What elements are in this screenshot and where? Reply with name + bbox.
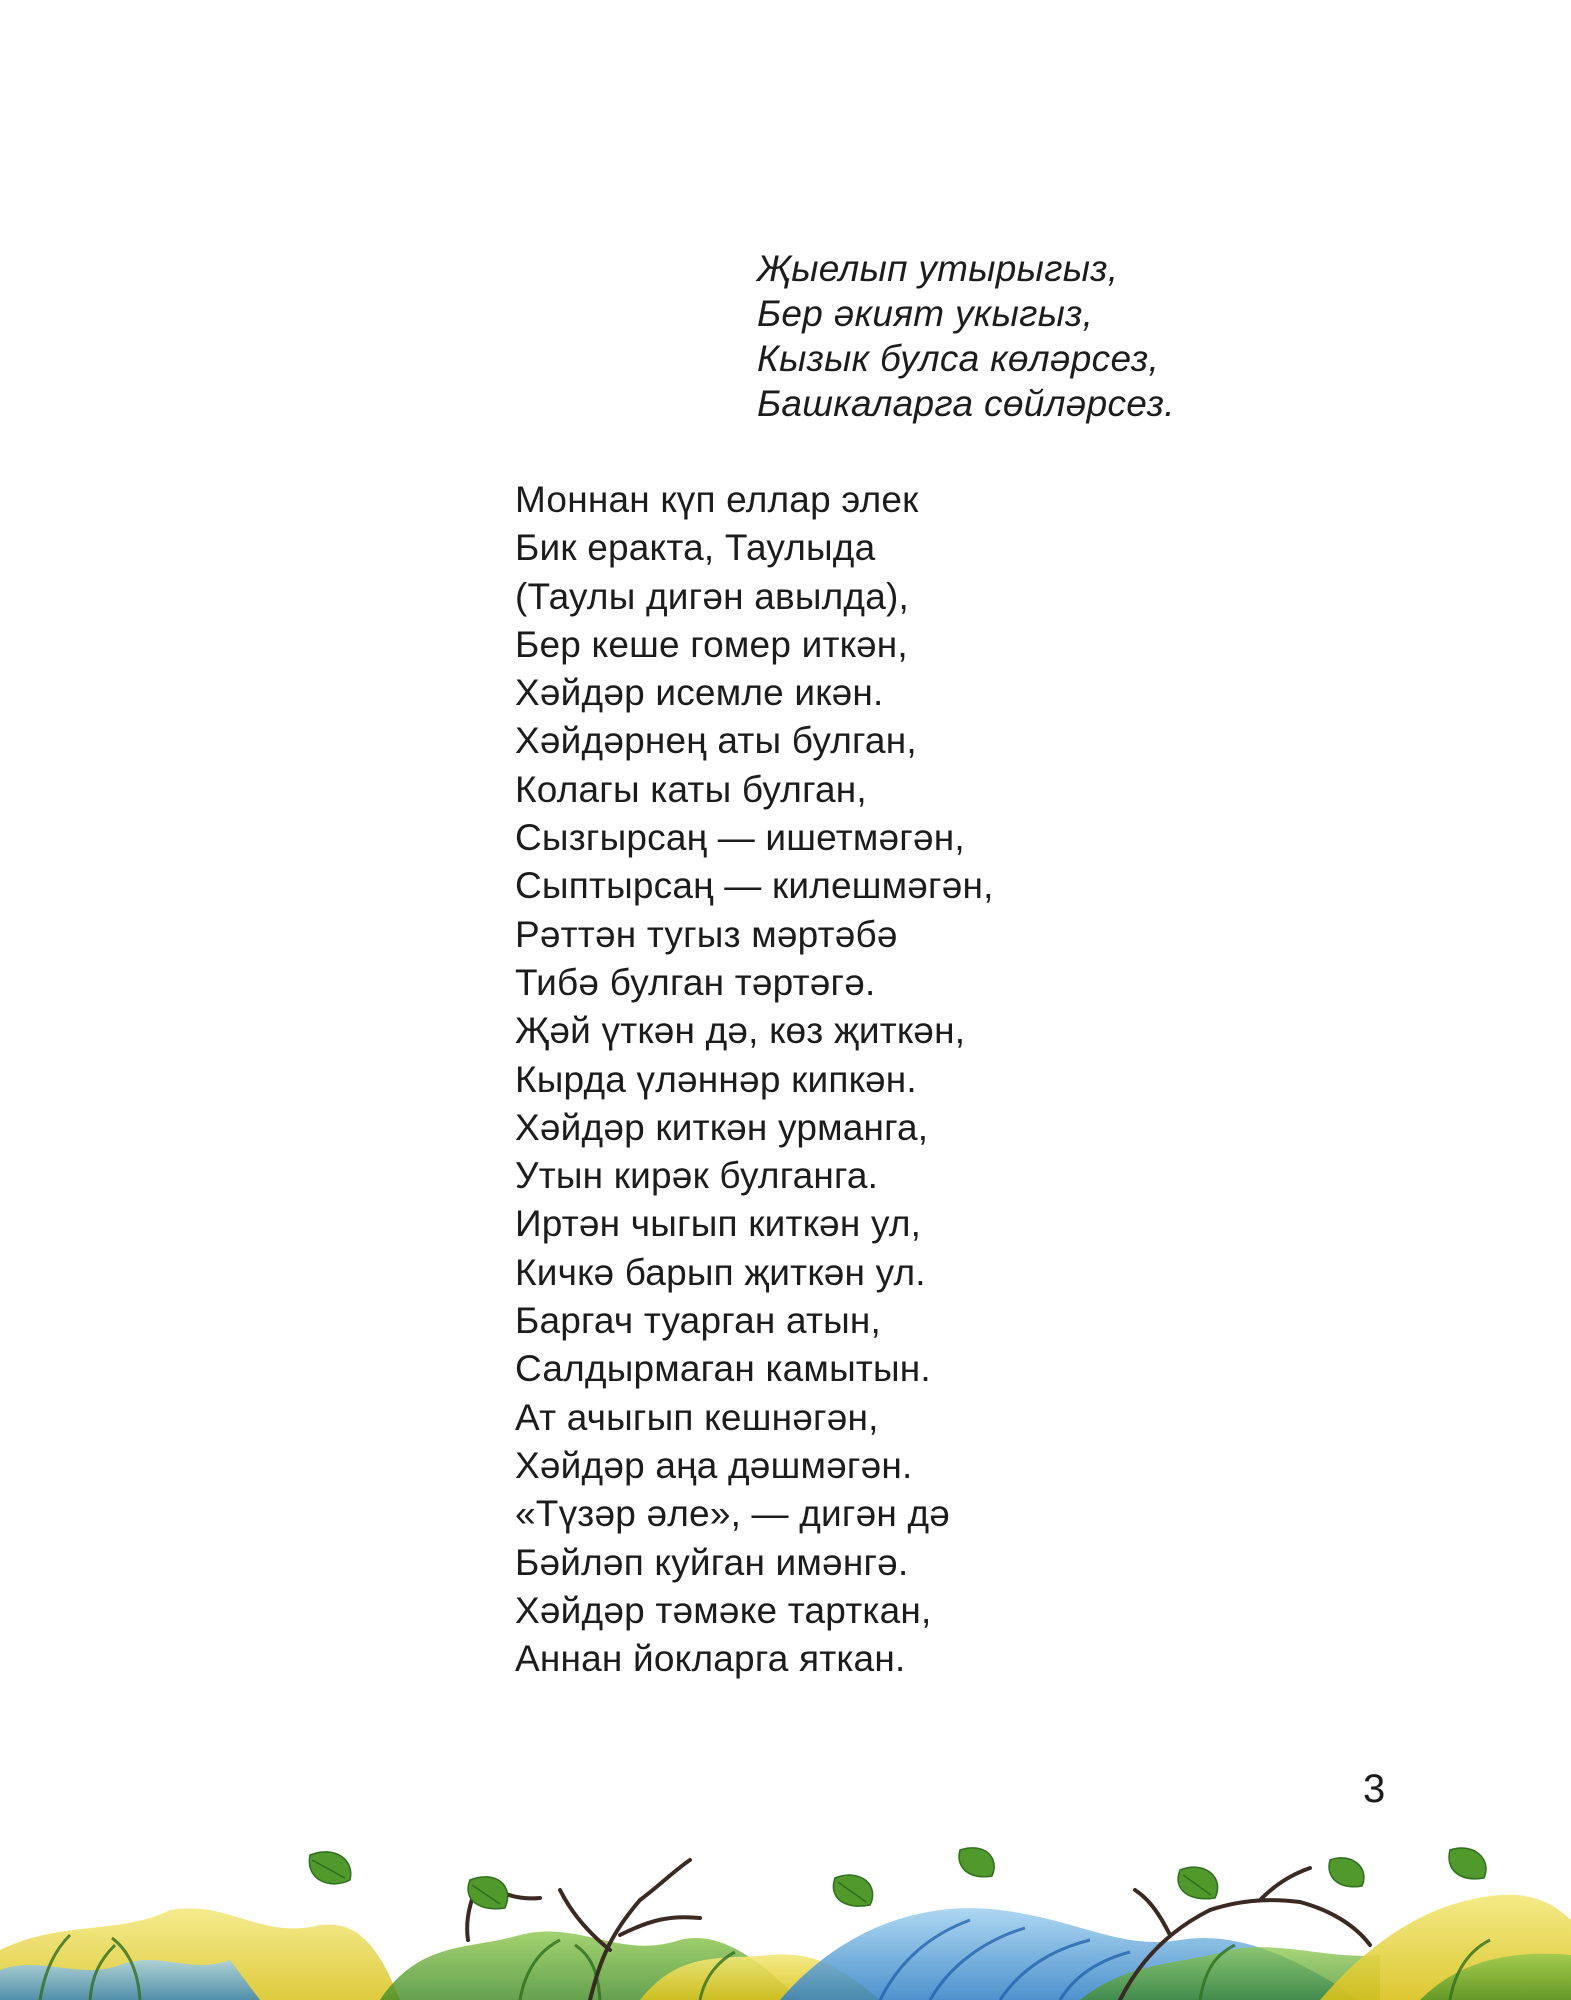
poem-line: Моннан күп еллар элек xyxy=(515,479,919,520)
poem-line: Ат ачыгып кешнәгән, xyxy=(515,1396,879,1438)
poem-line: Тибә булган тәртәгә. xyxy=(515,961,876,1003)
page-number: 3 xyxy=(1363,1767,1386,1811)
poem-line: «Түзәр әле», — дигән дә xyxy=(515,1493,951,1535)
poem-line: Аннан йокларга яткан. xyxy=(515,1638,906,1680)
epigraph-line: Бер әкият укыгыз, xyxy=(757,293,1094,334)
poem-line: Хәйдәр киткән урманга, xyxy=(515,1106,929,1148)
epigraph-line: Башкаларга сөйләрсез. xyxy=(757,383,1175,424)
poem-line: Сыптырсаң — килешмәгән, xyxy=(515,865,994,907)
poem-line: Бик еракта, Таулыда xyxy=(515,527,876,569)
leaf-veins xyxy=(312,1860,1211,1904)
poem-line: Бәйләп куйган имәнгә. xyxy=(515,1541,909,1583)
poem-line: (Таулы дигән авылда), xyxy=(515,575,910,617)
poem-line: Колагы каты булган, xyxy=(515,768,867,810)
poem-line: Салдырмаган камытын. xyxy=(515,1348,931,1390)
poem-line: Рәттән тугыз мәртәбә xyxy=(515,913,898,955)
poem-line: Җәй үткән дә, көз җиткән, xyxy=(515,1010,966,1052)
poem-line: Бер кеше гомер иткән, xyxy=(515,623,908,665)
poem-line: Кичкә барып җиткән ул. xyxy=(515,1251,926,1293)
grass-wash-blue xyxy=(0,1960,260,2000)
poem-line: Баргач туарган атын, xyxy=(515,1300,882,1342)
epigraph-line: Җыелып утырыгыз, xyxy=(757,248,1119,289)
poem-line: Хәйдәрнең аты булган, xyxy=(515,720,917,762)
poem-line: Хәйдәр исемле икән. xyxy=(515,672,884,714)
poem-line: Утын кирәк булганга. xyxy=(515,1155,879,1197)
epigraph xyxy=(757,246,1175,426)
meadow-illustration xyxy=(0,1840,1571,2000)
poem-line: Сызгырсаң — ишетмәгән, xyxy=(515,817,965,859)
poem-line: Хәйдәр аңа дәшмәгән. xyxy=(515,1444,913,1486)
poem-line: Иртән чыгып киткән ул, xyxy=(515,1203,922,1245)
poem-text xyxy=(515,476,994,1683)
leaves xyxy=(309,1848,1486,1909)
poem-line: Кырда үләннәр кипкән. xyxy=(515,1058,917,1100)
poem-line: Хәйдәр тәмәке тарткан, xyxy=(515,1589,932,1631)
epigraph-line: Кызык булса көләрсез, xyxy=(757,338,1160,379)
